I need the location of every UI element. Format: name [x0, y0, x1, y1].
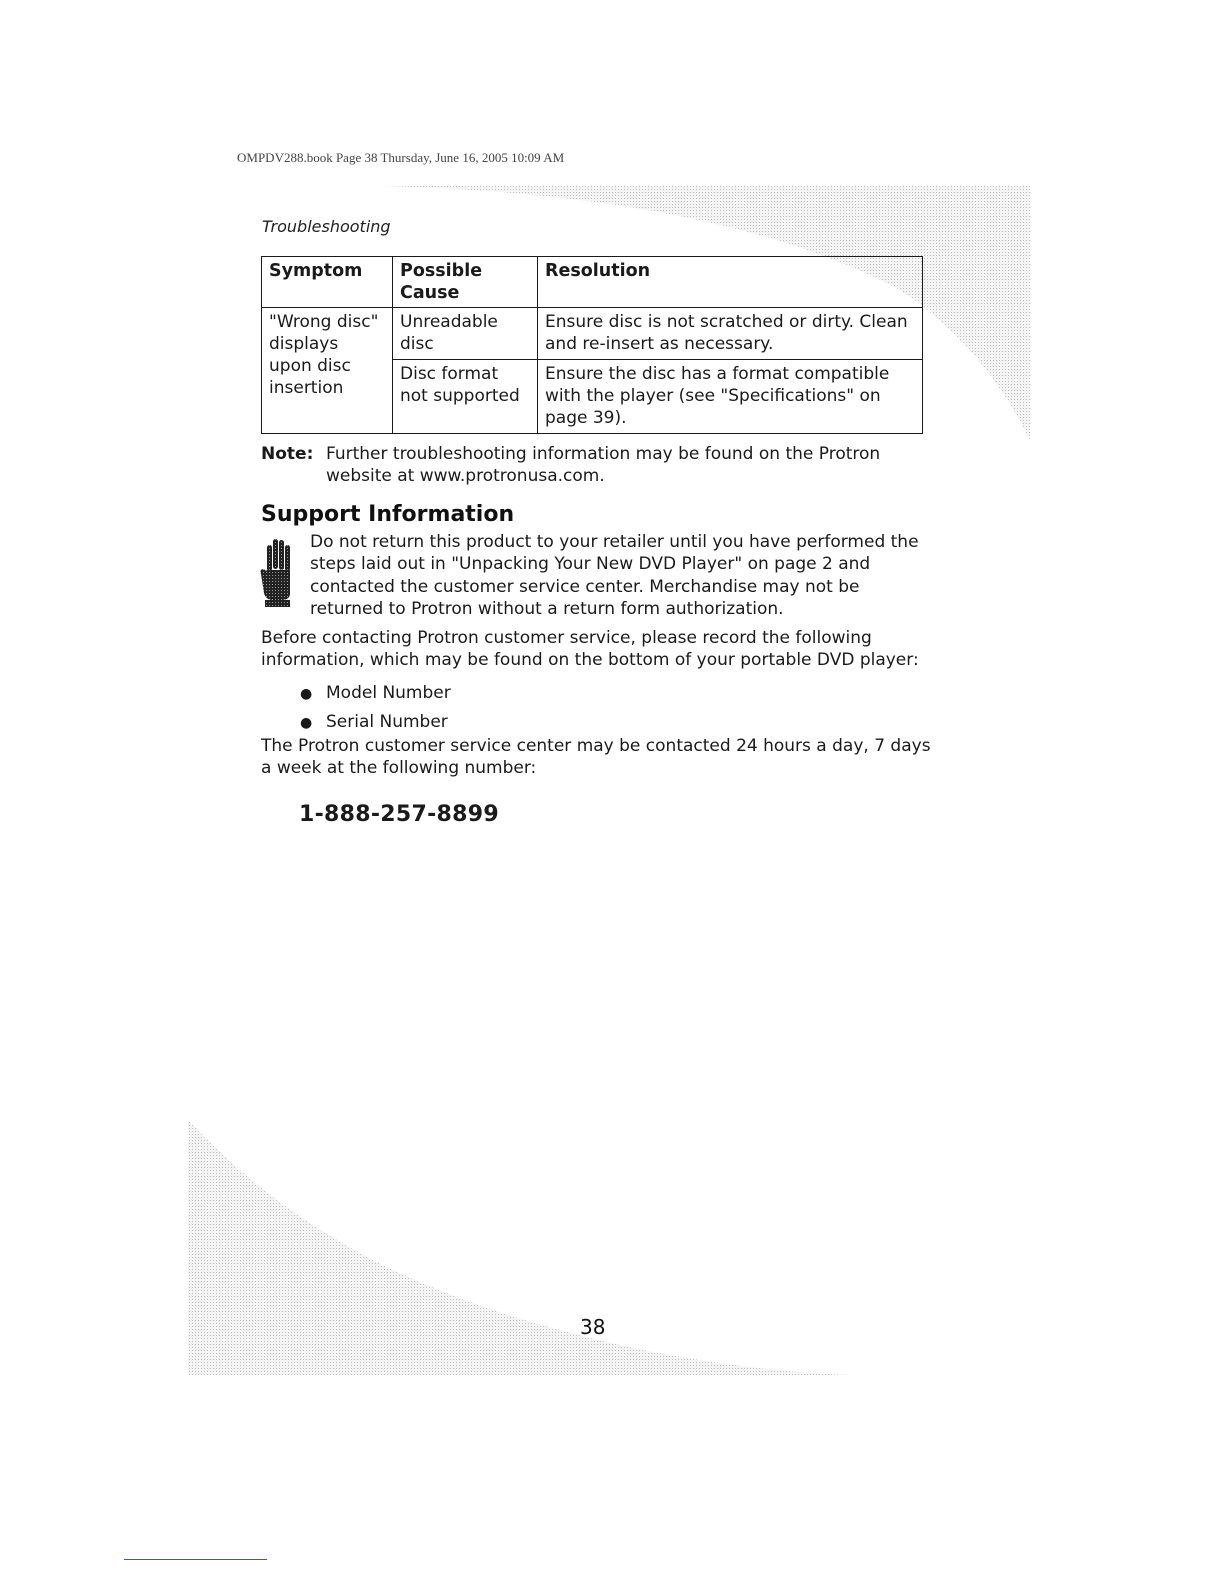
header-resolution: Resolution: [538, 257, 923, 308]
intro-paragraph: Before contacting Protron customer service, please record the following information, which may be found on the bottom of your portable DVD player:: [261, 628, 919, 671]
header-cause: Possible Cause: [393, 257, 538, 308]
support-heading: Support Information: [261, 502, 515, 527]
list-item: ● Serial Number: [300, 712, 448, 732]
cell-cause: Disc format not supported: [393, 360, 538, 434]
note: [261, 443, 931, 487]
troubleshooting-table: [261, 256, 923, 434]
note-label: Note:: [261, 444, 314, 464]
cell-symptom: "Wrong disc" displays upon disc insertion: [262, 308, 393, 434]
page-number: 38: [580, 1315, 606, 1339]
bottom-left-shading: [188, 1120, 850, 1375]
cell-cause: Unreadable disc: [393, 308, 538, 360]
note-text: Further troubleshooting information may be found on the Protron website at www.protronusa.com.: [326, 444, 881, 486]
table-header-row: [262, 257, 923, 308]
section-label: Troubleshooting: [262, 217, 391, 236]
list-item: ● Model Number: [300, 683, 451, 703]
bottom-rule: [124, 1559, 267, 1560]
cell-resolution: Ensure disc is not scratched or dirty. Clean and re-insert as necessary.: [538, 308, 923, 360]
record-list: [300, 679, 451, 737]
phone-number: 1-888-257-8899: [299, 802, 499, 827]
contact-paragraph: The Protron customer service center may be contacted 24 hours a day, 7 days a week at the following number:: [261, 736, 931, 779]
print-header: OMPDV288.book Page 38 Thursday, June 16, 2005 10:09 AM: [237, 150, 565, 165]
cell-resolution: Ensure the disc has a format compatible with the player (see "Specifications" on page 39).: [538, 360, 923, 434]
stop-hand-icon: [257, 536, 299, 608]
return-warning: Do not return this product to your retailer until you have performed the steps laid out in "Unpacking Your New DVD Player" on page 2 and contacted the customer service center. Merchandise may not be returned to Protron without a return form authorization.: [310, 532, 919, 619]
table-row: [262, 308, 923, 360]
header-symptom: Symptom: [262, 257, 393, 308]
